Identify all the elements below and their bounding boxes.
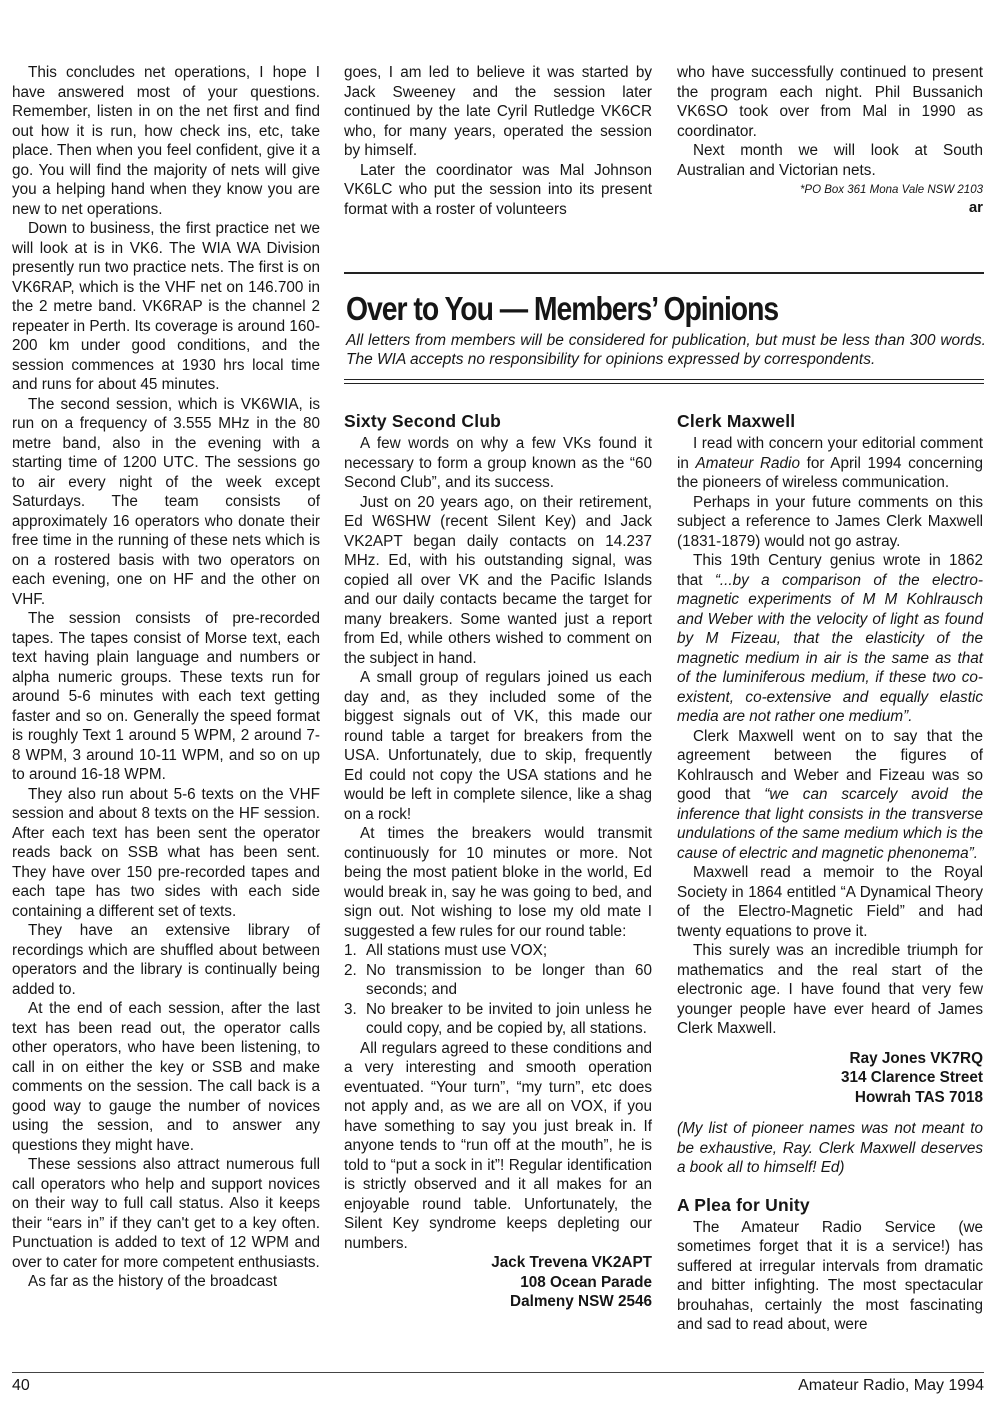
paragraph (677, 551, 983, 727)
paragraph: This surely was an incredible triumph for mathematics and the real start of the electronic age. I have found that very few younger people have ever heard of James Clerk Maxwell. (677, 942, 983, 1037)
list-text: All stations must use VOX; (366, 942, 548, 959)
page-number: 40 (12, 1377, 30, 1394)
signature-town: Howrah TAS 7018 (854, 1088, 983, 1106)
rules-list (344, 941, 652, 1039)
signature-name: Jack Trevena VK2APT (491, 1254, 652, 1271)
publication-title: Amateur Radio (695, 454, 800, 472)
letter-heading: Sixty Second Club (344, 411, 502, 431)
quotation: “we can scarcely avoid the inference that light consists in the transverse undulations of the same medium which is the cause of electric and magnetic phenonema”. (677, 786, 983, 862)
list-number: 2. (344, 961, 357, 979)
paragraph: who have successfully continued to present the program each night. Phil Bussanich VK6SO took over from Mal in 1990 as coordinator. (677, 64, 983, 140)
list-text: No transmission to be longer than 60 seconds; and (366, 961, 652, 998)
paragraph: Later the coordinator was Mal Johnson VK6LC who put the session into its present format with a roster of volunteers (344, 161, 652, 218)
list-number: 1. (344, 942, 357, 959)
letter-clerk-maxwell (677, 410, 983, 1335)
column-1 (12, 63, 320, 1292)
paragraph: This concludes net operations, I hope I have answered most of your questions. Remember, listen in on the net first and find out how it is run, how check ins, etc, take place. Then when you feel confident, give it a go. You will find the majority of nets will give you a helping hand when they know you are new to net operations. (12, 64, 320, 218)
end-mark: ar (968, 199, 983, 216)
author-address: *PO Box 361 Mona Vale NSW 2103 (799, 184, 983, 196)
list-item (344, 1000, 652, 1039)
paragraph: As far as the history of the broadcast (28, 1273, 278, 1290)
column-3-top (677, 63, 983, 218)
paragraph (677, 434, 983, 493)
paragraph: A few words on why a few VKs found it necessary to form a group known as the “60 Second Club”, and its success. (344, 435, 652, 491)
letter-plea-for-unity (677, 1194, 983, 1335)
footer-divider (12, 1372, 984, 1373)
paragraph: They also run about 5-6 texts on the VHF session and about 8 texts on the HF session. After each text has been sent the operator reads back on SSB what has been sent. They have over 150 pre-recorded tapes and each tape has two sides with each side containing a different set of texts. (12, 785, 320, 920)
paragraph: Down to business, the first practice net we will look at is in VK6. The WIA WA Division presently run two practice nets. The first is on VK6RAP, which is the VHF net on 146.700 in the 2 metre band. VK6RAP is the channel 2 repeater in Perth. Its coverage is around 160-200 km under good conditions, and the session commences at 1930 hrs local time and runs for about 45 minutes. (12, 220, 320, 393)
paragraph: A small group of regulars joined us each day and, as they included some of the biggest signals out of VK, this made our round table a target for breakers from the USA. Unfortunately, due to skip, frequently Ed could not copy the USA stations and he would be left in complete silence, like a shag on a rock! (344, 669, 652, 823)
section-divider (344, 272, 984, 274)
paragraph: The session consists of pre-recorded tapes. The tapes consist of Morse text, each text having plain language and numbers or alpha numeric groups. These texts run for around 5-6 minutes with each text getting faster and so on. Generally the speed format is roughly Text 1 around 5 WPM, 2 around 7-8 WPM, 3 around 10-11 WPM, and so on up to around 16-18 WPM. (12, 610, 320, 783)
text-run: I read with concern your editorial comment in (677, 435, 983, 472)
publication-footer: Amateur Radio, May 1994 (798, 1377, 984, 1394)
list-item (344, 941, 652, 961)
letter-heading: Clerk Maxwell (677, 411, 796, 431)
paragraph: They have an extensive library of recordings which are shuffled about between operators and the library is continually being added to. (12, 922, 320, 998)
signature-town: Dalmeny NSW 2546 (510, 1293, 652, 1310)
section-subtitle: All letters from members will be considered for publication, but must be less than 300 words. The WIA accepts no responsibility for opinions expressed by correspondents. (346, 332, 986, 368)
text-run: for April 1994 concerning the pioneers of wireless communication. (677, 454, 983, 491)
list-text: No breaker to be invited to join unless he could copy, and be copied by, all stations. (366, 1000, 652, 1037)
paragraph: The second session, which is VK6WIA, is run on a frequency of 3.555 MHz in the 80 metre band, also in the evening with a starting time of 1200 UTC. The sessions go to air every night of the week except Saturdays. The team consists of approximately 16 operators who donate their free time in the running of these nets which is on a rostered basis with two operators on each evening, one on HF and the other on VHF. (12, 395, 320, 608)
editor-note: (My list of pioneer names was not meant to be exhaustive, Ray. Clerk Maxwell deserves a book all to himself! Ed) (677, 1120, 983, 1176)
quotation: “...by a comparison of the electro-magnetic experiments of M M Kohlrausch and Weber with the velocity of light as found by M Fizeau, that the elasticity of the magnetic medium in air is the same as that of the luminiferous medium, if these two co-existent, co-extensive and equally elastic media are not rather one medium”. (677, 571, 983, 725)
subtitle-divider-2 (344, 383, 984, 384)
signature-street: 108 Ocean Parade (520, 1273, 652, 1291)
paragraph (677, 727, 983, 864)
subtitle-divider (344, 379, 984, 380)
paragraph: Just on 20 years ago, on their retirement, Ed W6SHW (recent Silent Key) and Jack VK2APT began daily contacts on 14.237 MHz. Ed, with his outstanding signal, was copied all over VK and the Pacific Islands and our daily contacts became the target for many breakers. Some wanted just a report from Ed, while others wished to comment on the subject in hand. (344, 493, 652, 667)
signature-street: 314 Clarence Street (840, 1069, 983, 1086)
paragraph: Next month we will look at South Australian and Victorian nets. (677, 142, 983, 179)
list-item (344, 961, 652, 1000)
paragraph: The Amateur Radio Service (we sometimes forget that it is a service!) has suffered at irregular intervals from dramatic and bitter infighting. The most spectacular brouhahas, certainly the most fascinating and sad to read about, were (677, 1218, 983, 1333)
paragraph: goes, I am led to believe it was started by Jack Sweeney and the session later continued by the late Cyril Rutledge VK6CR who, for many years, operated the session by himself. (344, 64, 652, 159)
text-run: This 19th Century genius wrote in 1862 that (677, 552, 983, 589)
paragraph: At the end of each session, after the last text has been read out, the operator calls other operators, who have been listening, to call in on either the key or SSB and make comments on the session. The call back is a good way to gauge the number of novices using the session, and to answer any questions they might have. (12, 1000, 320, 1154)
paragraph: All regulars agreed to these conditions and a very interesting and smooth operation eventuated. “Your turn”, “my turn”, etc does not apply and, as we are all on VOX, if you have something to say you just break in. If anyone tends to “run off at the mouth”, he is told to “put a sock in it”! Regular identification is strictly observed and it all makes for an enjoyable round table. Unfortunately, the Silent Key syndrome keeps depleting our numbers. (344, 1039, 652, 1252)
paragraph: Maxwell read a memoir to the Royal Society in 1864 entitled “A Dynamical Theory of the Electro-Magnetic Field” and had twenty equations to prove it. (677, 864, 983, 940)
letter-heading: A Plea for Unity (677, 1194, 810, 1215)
paragraph: Perhaps in your future comments on this subject a reference to James Clerk Maxwell (1831-1879) would not go astray. (677, 493, 983, 550)
list-number: 3. (344, 1000, 357, 1018)
paragraph: These sessions also attract numerous full call operators who help and support novices on their way to full call status. Also it keeps their “ears in” if they can't get to a key often. Punctuation is added to text of 12 WPM and over to cater for more competent enthusiasts. (12, 1156, 320, 1271)
column-2-top (344, 63, 652, 219)
letter-sixty-second-club (344, 410, 652, 1312)
paragraph: At times the breakers would transmit continuously for 10 minutes or more. Not being the most patient bloke in the world, Ed would break in, say he was going to bed, and sign out. Not wishing to lose my old mate I suggested a few rules for our round table: (344, 825, 652, 940)
section-title: Over to You — Members’ Opinions (346, 290, 779, 327)
text-run: Clerk Maxwell went on to say that the agreement between the figures of Kohlrausch and Weber and Fizeau was so good that (677, 727, 983, 803)
signature-name: Ray Jones VK7RQ (849, 1049, 983, 1067)
